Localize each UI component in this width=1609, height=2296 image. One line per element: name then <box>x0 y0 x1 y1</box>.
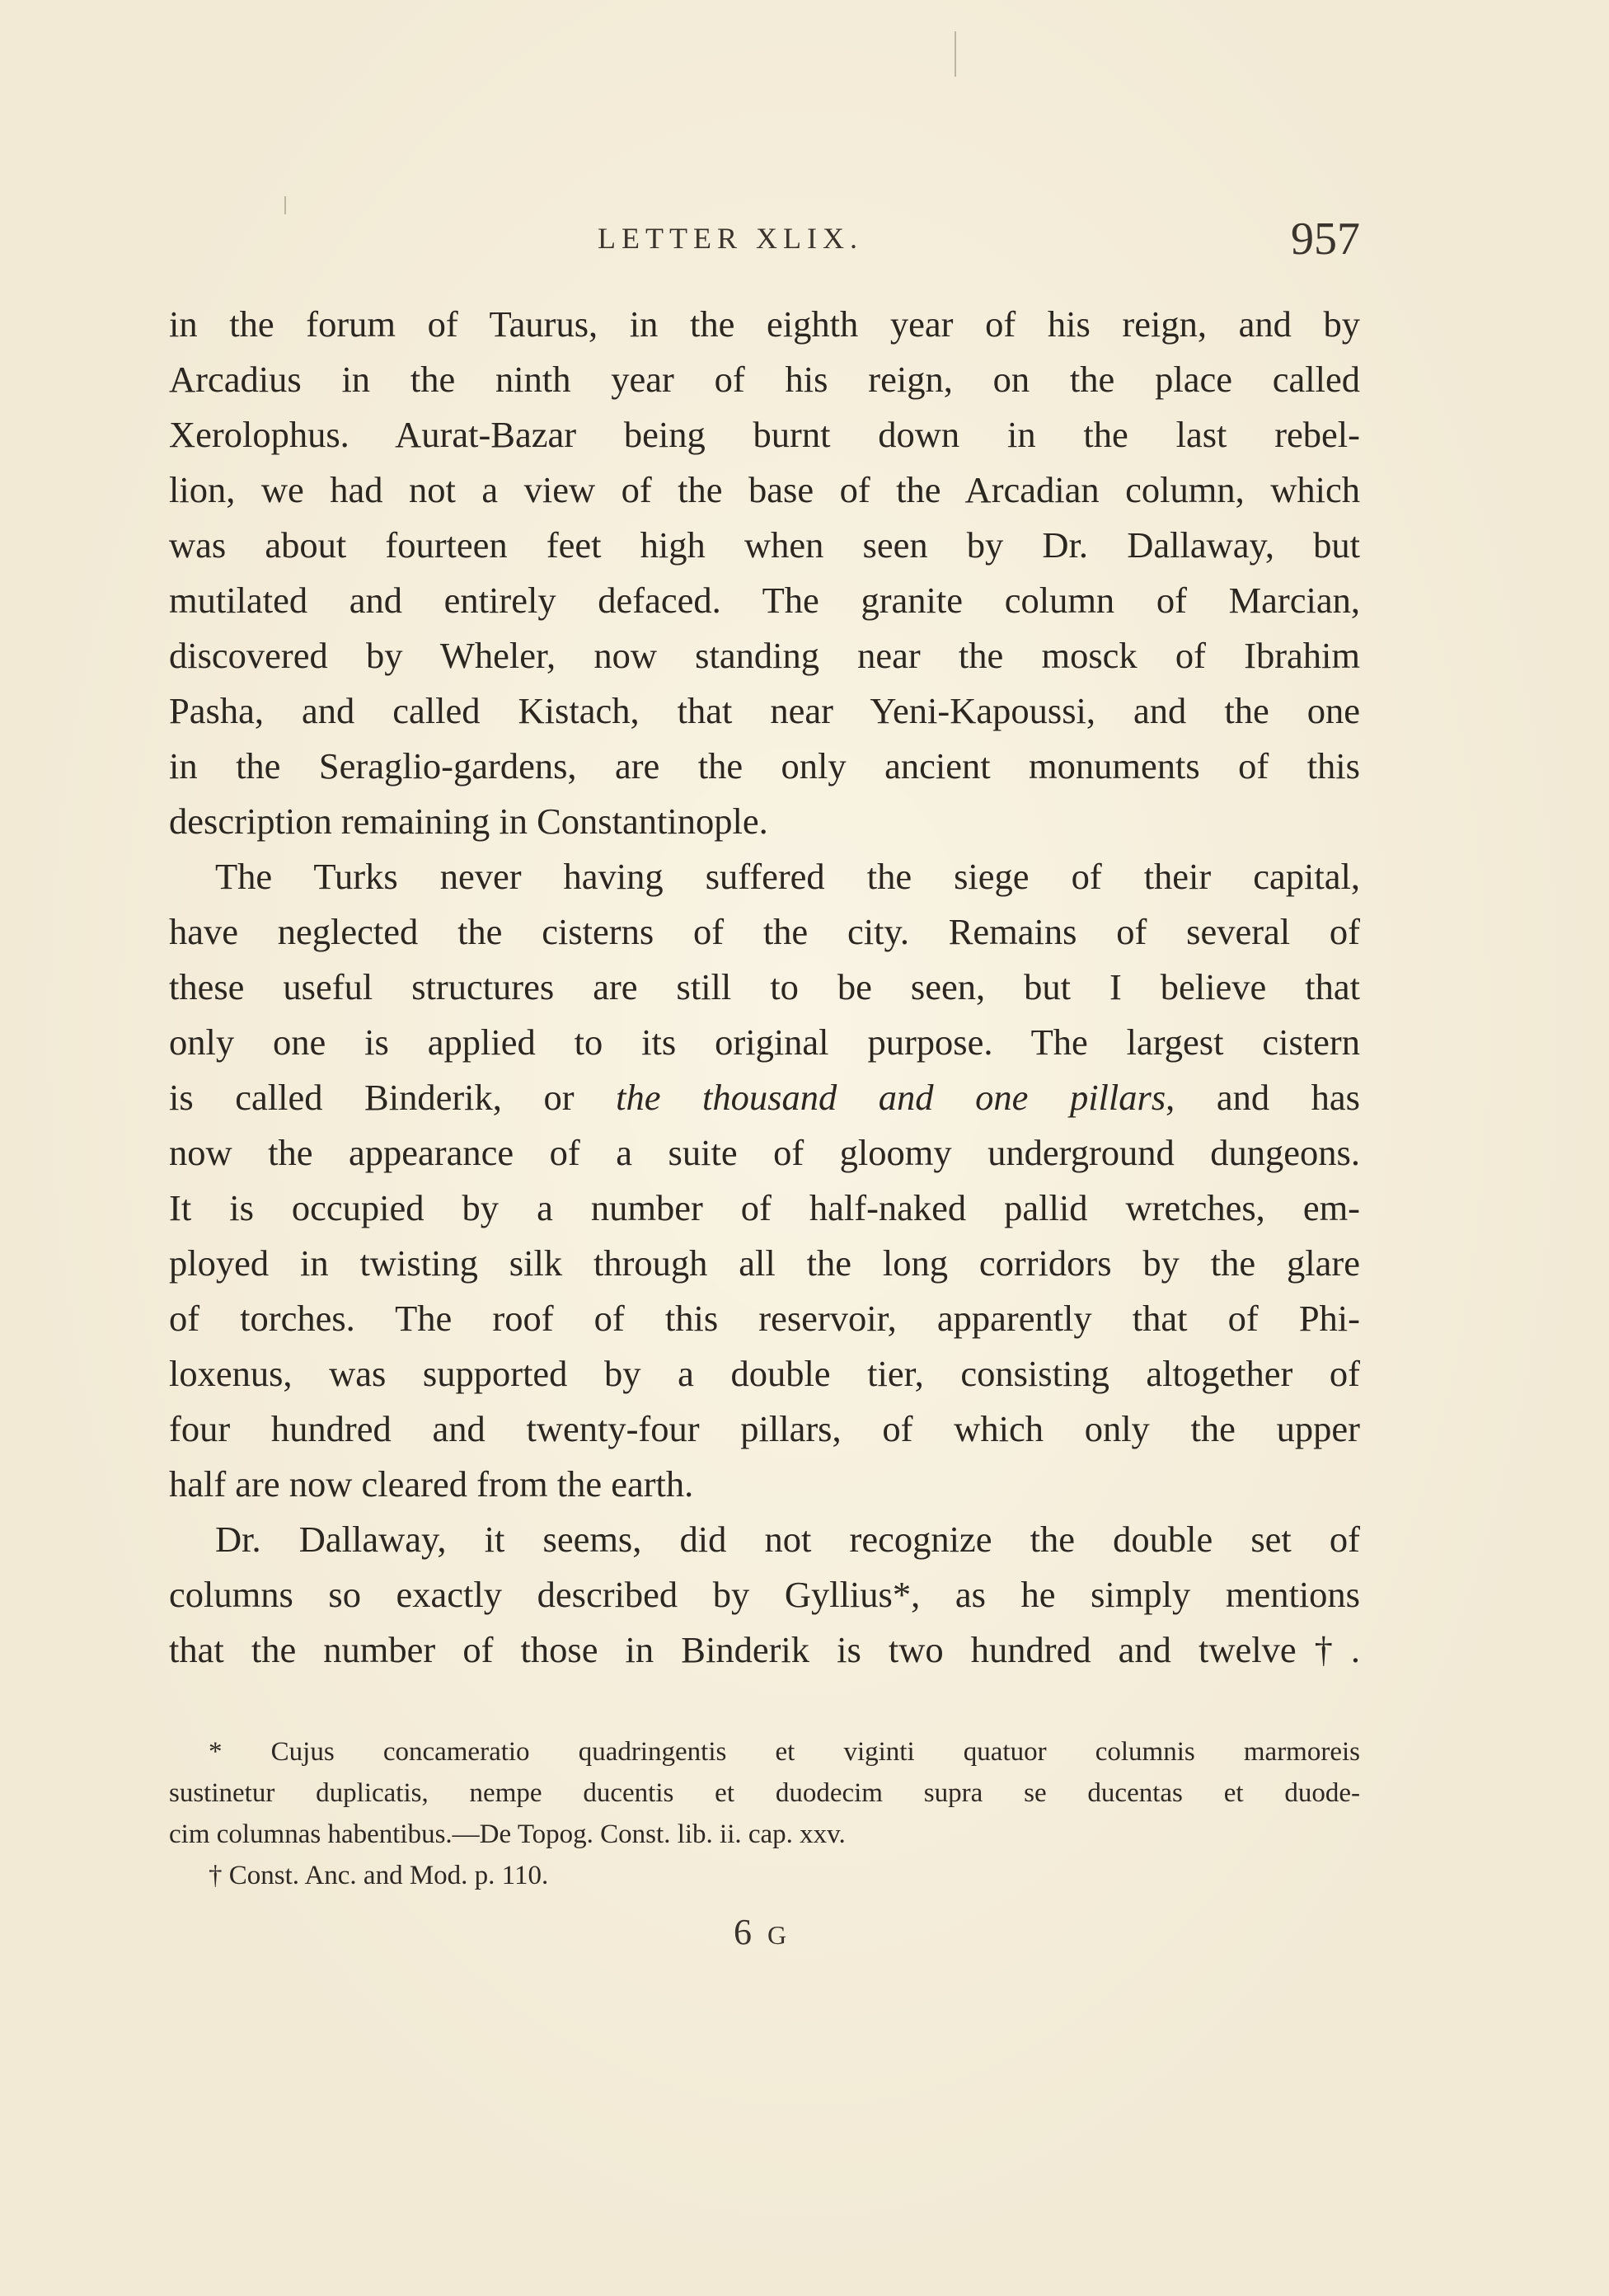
text-line: of torches. The roof of this reservoir, apparently that of Phi- <box>169 1298 1360 1339</box>
margin-mark <box>284 196 286 214</box>
text-line: these useful structures are still to be seen, but I believe that <box>169 966 1360 1007</box>
italic-phrase: the thousand and one pillars <box>616 1077 1166 1118</box>
text-line: only one is applied to its original purpose. The largest cistern <box>169 1021 1360 1063</box>
footnote-line: † Const. Anc. and Mod. p. 110. <box>209 1861 549 1890</box>
signature-letter: G <box>767 1920 790 1950</box>
text-line: in the Seraglio-gardens, are the only ancient monuments of this <box>169 745 1360 786</box>
margin-mark <box>955 31 956 77</box>
text-line: was about fourteen feet high when seen by Dr. Dallaway, but <box>169 524 1360 566</box>
text-line: in the forum of Taurus, in the eighth year of his reign, and by <box>169 303 1360 345</box>
footnote-line: cim columnas habentibus.—De Topog. Const. lib. ii. cap. xxv. <box>169 1819 846 1849</box>
text-line: lion, we had not a view of the base of the Arcadian column, which <box>169 469 1360 510</box>
text-line: Xerolophus. Aurat-Bazar being burnt down in the last rebel- <box>169 414 1360 455</box>
text-line: description remaining in Constantinople. <box>169 801 768 842</box>
paragraph-first-line: Dr. Dallaway, it seems, did not recognize the double set of <box>215 1519 1360 1560</box>
body-text <box>169 297 1360 1678</box>
footnote-line: sustinetur duplicatis, nempe ducentis et duodecim supra se ducentas et duode- <box>169 1778 1360 1808</box>
text-line: half are now cleared from the earth. <box>169 1463 694 1505</box>
signature-number: 6 <box>734 1912 755 1952</box>
signature-mark <box>734 1911 790 1953</box>
text-line: ployed in twisting silk through all the long corridors by the glare <box>169 1242 1360 1284</box>
text-line: have neglected the cisterns of the city. Remains of several of <box>169 911 1360 952</box>
text-line: Pasha, and called Kistach, that near Yeni-Kapoussi, and the one <box>169 690 1360 731</box>
page-header <box>169 213 1360 270</box>
footnote-line: * Cujus concameratio quadringentis et viginti quatuor columnis marmoreis <box>209 1737 1360 1767</box>
paragraph-first-line: The Turks never having suffered the siege of their capital, <box>215 856 1360 897</box>
text-line: that the number of those in Binderik is two hundred and twelve†. <box>169 1629 1360 1670</box>
text-segment: is called Binderik, or <box>169 1077 575 1118</box>
text-line: loxenus, was supported by a double tier, consisting altogether of <box>169 1353 1360 1394</box>
text-segment: , and has <box>1166 1077 1361 1118</box>
text-line: Arcadius in the ninth year of his reign, on the place called <box>169 359 1360 400</box>
text-line: discovered by Wheler, now standing near the mosck of Ibrahim <box>169 635 1360 676</box>
text-line: It is occupied by a number of half-naked pallid wretches, em- <box>169 1187 1360 1228</box>
text-line <box>169 1070 1360 1125</box>
footnotes <box>169 1731 1360 1896</box>
text-line: columns so exactly described by Gyllius*, as he simply mentions <box>169 1574 1360 1615</box>
text-line: four hundred and twenty-four pillars, of which only the upper <box>169 1408 1360 1449</box>
page-number: 957 <box>1291 214 1360 265</box>
running-head: LETTER XLIX. <box>598 222 863 255</box>
text-line: now the appearance of a suite of gloomy underground dungeons. <box>169 1132 1360 1173</box>
text-line: mutilated and entirely defaced. The granite column of Marcian, <box>169 580 1360 621</box>
